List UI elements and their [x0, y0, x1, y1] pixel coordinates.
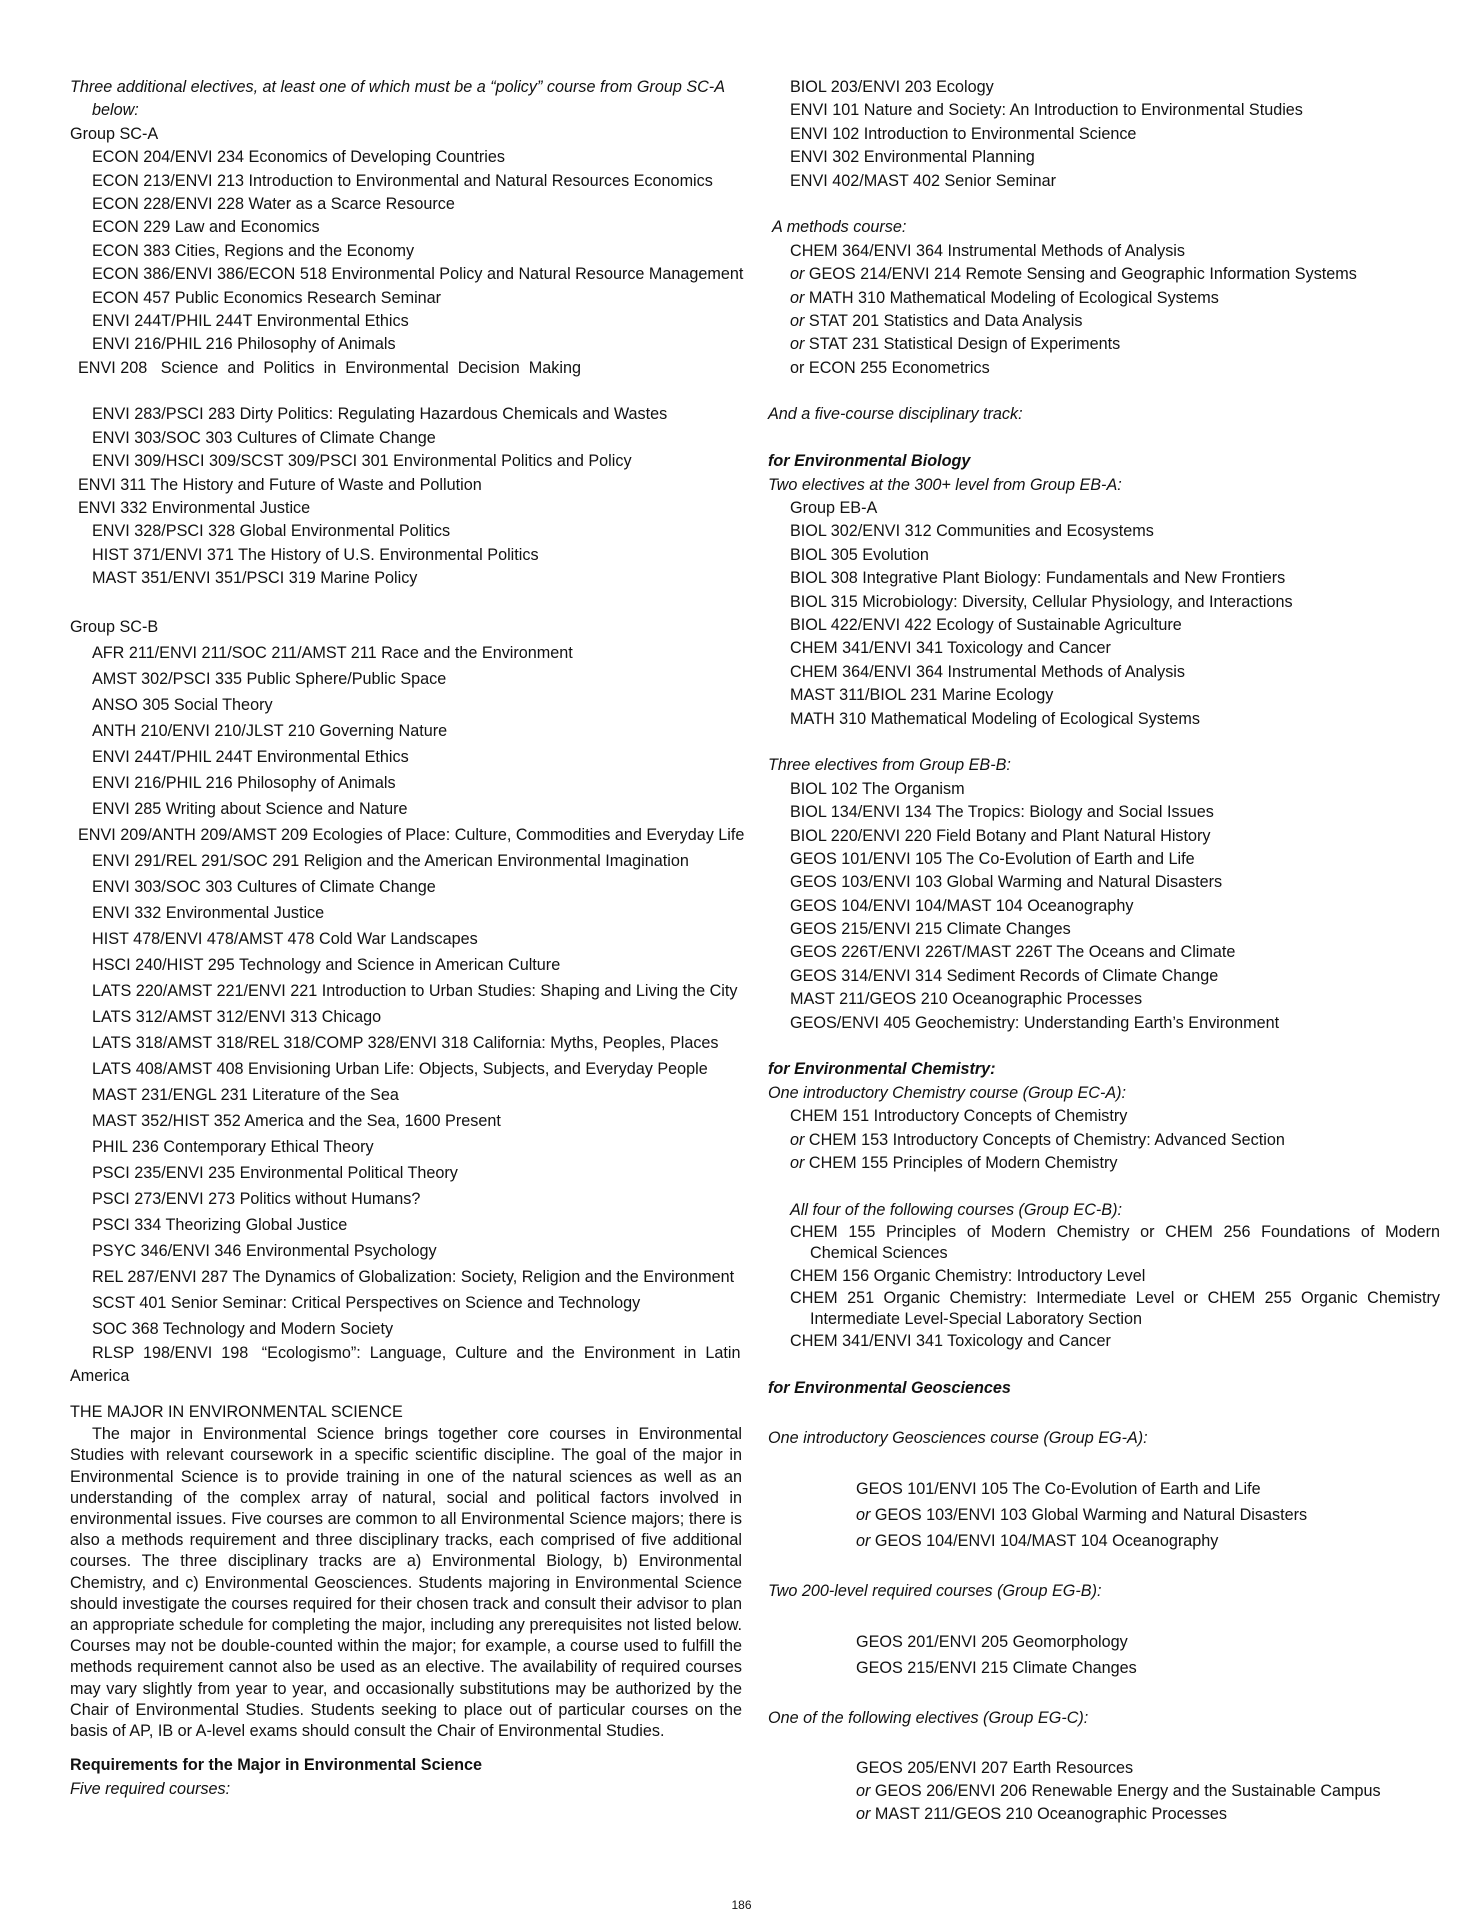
left-column: [70, 76, 745, 1801]
course-line: ENVI 309/HSCI 309/SCST 309/PSCI 301 Environmental Politics and Policy: [92, 452, 632, 471]
course-line: ENVI 283/PSCI 283 Dirty Politics: Regulating Hazardous Chemicals and Wastes: [92, 405, 668, 424]
course-line: ENVI 208 Science and Politics in Environmental Decision Making: [78, 358, 581, 377]
eb-b-intro: Three electives from Group EB-B:: [768, 756, 1011, 775]
course-line: or STAT 231 Statistical Design of Experiments: [790, 335, 1121, 354]
course-line: ECON 383 Cities, Regions and the Economy: [92, 241, 415, 260]
course-line: PHIL 236 Contemporary Ethical Theory: [92, 1137, 374, 1156]
course-line: or GEOS 104/ENVI 104/MAST 104 Oceanography: [856, 1531, 1219, 1550]
course-line: HSCI 240/HIST 295 Technology and Science in American Culture: [92, 955, 561, 974]
course-line: PSCI 235/ENVI 235 Environmental Political Theory: [92, 1163, 458, 1182]
course-line: GEOS/ENVI 405 Geochemistry: Understanding Earth’s Environment: [790, 1013, 1280, 1032]
course-line: RLSP 198/ENVI 198 “Ecologismo”: Language, Culture and the Environment in Latin: [92, 1343, 741, 1362]
geo-track-heading: for Environmental Geosciences: [768, 1379, 1011, 1398]
track-intro: And a five-course disciplinary track:: [768, 405, 1023, 424]
course-line: MAST 352/HIST 352 America and the Sea, 1600 Present: [92, 1111, 501, 1130]
course-line: ANTH 210/ENVI 210/JLST 210 Governing Nature: [92, 721, 448, 740]
course-line: ECON 386/ENVI 386/ECON 518 Environmental Policy and Natural Resource Management: [92, 265, 744, 284]
course-line: ENVI 216/PHIL 216 Philosophy of Animals: [92, 773, 396, 792]
course-line: CHEM 251 Organic Chemistry: Intermediate Level or CHEM 255 Organic Chemistry Intermediate Level-Special Laboratory Section: [790, 1288, 1440, 1329]
course-line: MAST 231/ENGL 231 Literature of the Sea: [92, 1085, 399, 1104]
course-line: BIOL 315 Microbiology: Diversity, Cellular Physiology, and Interactions: [790, 592, 1293, 611]
course-line: ENVI 285 Writing about Science and Nature: [92, 799, 408, 818]
course-line: BIOL 302/ENVI 312 Communities and Ecosystems: [790, 522, 1154, 541]
course-line: ENVI 302 Environmental Planning: [790, 148, 1035, 167]
course-line: SCST 401 Senior Seminar: Critical Perspectives on Science and Technology: [92, 1293, 641, 1312]
group-sc-a-heading: Group SC-A: [70, 124, 159, 143]
course-line: CHEM 156 Organic Chemistry: Introductory Level: [790, 1266, 1146, 1285]
group-sc-b-heading: Group SC-B: [70, 617, 159, 636]
course-line: GEOS 314/ENVI 314 Sediment Records of Climate Change: [790, 966, 1219, 985]
course-line: CHEM 364/ENVI 364 Instrumental Methods of Analysis: [790, 241, 1185, 260]
course-line: BIOL 305 Evolution: [790, 545, 929, 564]
course-line: CHEM 364/ENVI 364 Instrumental Methods of Analysis: [790, 662, 1185, 681]
course-line: ENVI 303/SOC 303 Cultures of Climate Change: [92, 877, 436, 896]
electives-intro-cont: below:: [92, 101, 139, 120]
bio-track-intro: Two electives at the 300+ level from Group EB-A:: [768, 475, 1122, 494]
course-line: ENVI 402/MAST 402 Senior Seminar: [790, 171, 1057, 190]
five-required-label: Five required courses:: [70, 1779, 231, 1798]
course-line: LATS 220/AMST 221/ENVI 221 Introduction to Urban Studies: Shaping and Living the City: [92, 981, 738, 1000]
course-line: GEOS 226T/ENVI 226T/MAST 226T The Oceans and Climate: [790, 943, 1236, 962]
course-line: GEOS 201/ENVI 205 Geomorphology: [856, 1633, 1128, 1652]
course-line: GEOS 101/ENVI 105 The Co-Evolution of Earth and Life: [790, 849, 1195, 868]
course-line: or MATH 310 Mathematical Modeling of Ecological Systems: [790, 288, 1219, 307]
course-line: ENVI 332 Environmental Justice: [78, 499, 311, 518]
course-line: ECON 457 Public Economics Research Seminar: [92, 288, 442, 307]
course-line: GEOS 101/ENVI 105 The Co-Evolution of Earth and Life: [856, 1479, 1261, 1498]
methods-heading: A methods course:: [772, 218, 907, 237]
course-line: CHEM 341/ENVI 341 Toxicology and Cancer: [790, 639, 1111, 658]
right-column: [768, 76, 1440, 1827]
course-line: BIOL 203/ENVI 203 Ecology: [790, 78, 994, 96]
course-line-cont: America: [70, 1367, 130, 1386]
major-heading: THE MAJOR IN ENVIRONMENTAL SCIENCE: [70, 1402, 403, 1421]
course-line: or CHEM 155 Principles of Modern Chemistry: [790, 1153, 1118, 1172]
course-line: GEOS 215/ENVI 215 Climate Changes: [856, 1659, 1137, 1678]
group-eb-a-heading: Group EB-A: [790, 499, 878, 518]
course-line: ANSO 305 Social Theory: [92, 695, 273, 714]
course-line: ENVI 102 Introduction to Environmental Science: [790, 124, 1137, 143]
course-line: REL 287/ENVI 287 The Dynamics of Globalization: Society, Religion and the Environment: [92, 1267, 735, 1286]
course-line: GEOS 205/ENVI 207 Earth Resources: [856, 1758, 1134, 1777]
course-line: or GEOS 214/ENVI 214 Remote Sensing and Geographic Information Systems: [790, 265, 1357, 284]
course-line: PSCI 334 Theorizing Global Justice: [92, 1215, 348, 1234]
chem-track-intro: One introductory Chemistry course (Group EC-A):: [768, 1083, 1127, 1102]
course-line: BIOL 308 Integrative Plant Biology: Fundamentals and New Frontiers: [790, 569, 1286, 588]
course-line: CHEM 151 Introductory Concepts of Chemistry: [790, 1107, 1128, 1126]
course-line: AFR 211/ENVI 211/SOC 211/AMST 211 Race and the Environment: [92, 643, 573, 662]
course-line: MAST 211/GEOS 210 Oceanographic Processes: [790, 990, 1143, 1009]
course-line: PSCI 273/ENVI 273 Politics without Humans?: [92, 1189, 421, 1208]
course-line: ENVI 216/PHIL 216 Philosophy of Animals: [92, 335, 396, 354]
course-line: or CHEM 153 Introductory Concepts of Chemistry: Advanced Section: [790, 1130, 1285, 1149]
course-line: BIOL 422/ENVI 422 Ecology of Sustainable Agriculture: [790, 615, 1182, 634]
course-line: ECON 204/ENVI 234 Economics of Developing Countries: [92, 148, 505, 167]
geo-track-intro: One introductory Geosciences course (Group EG-A):: [768, 1428, 1148, 1447]
course-line: MAST 351/ENVI 351/PSCI 319 Marine Policy: [92, 569, 418, 588]
course-line: BIOL 220/ENVI 220 Field Botany and Plant Natural History: [790, 826, 1211, 845]
course-line: ENVI 311 The History and Future of Waste and Pollution: [78, 475, 482, 494]
course-line: GEOS 103/ENVI 103 Global Warming and Natural Disasters: [790, 873, 1223, 892]
course-line: SOC 368 Technology and Modern Society: [92, 1319, 394, 1338]
requirements-heading: Requirements for the Major in Environmental Science: [70, 1756, 482, 1775]
course-line: CHEM 155 Principles of Modern Chemistry or CHEM 256 Foundations of Modern Chemical Sciences: [790, 1223, 1440, 1263]
course-line: MATH 310 Mathematical Modeling of Ecological Systems: [790, 709, 1200, 728]
course-line: LATS 318/AMST 318/REL 318/COMP 328/ENVI 318 California: Myths, Peoples, Places: [92, 1033, 719, 1052]
course-line: ENVI 244T/PHIL 244T Environmental Ethics: [92, 747, 409, 766]
course-line: ENVI 209/ANTH 209/AMST 209 Ecologies of Place: Culture, Commodities and Everyday Life: [78, 825, 745, 844]
course-line: ENVI 332 Environmental Justice: [92, 903, 325, 922]
course-line: AMST 302/PSCI 335 Public Sphere/Public Space: [92, 669, 447, 688]
course-line: ECON 229 Law and Economics: [92, 218, 320, 237]
chem-track-heading: for Environmental Chemistry:: [768, 1060, 996, 1079]
course-line: ENVI 291/REL 291/SOC 291 Religion and the American Environmental Imagination: [92, 851, 689, 870]
eg-c-intro: One of the following electives (Group EG-C):: [768, 1709, 1089, 1728]
bio-track-heading: for Environmental Biology: [768, 452, 971, 471]
course-line: ENVI 244T/PHIL 244T Environmental Ethics: [92, 311, 409, 330]
course-line: or STAT 201 Statistics and Data Analysis: [790, 311, 1083, 330]
course-line: BIOL 102 The Organism: [790, 779, 965, 798]
course-line: GEOS 104/ENVI 104/MAST 104 Oceanography: [790, 896, 1134, 915]
course-line: LATS 312/AMST 312/ENVI 313 Chicago: [92, 1007, 382, 1026]
ec-b-intro: All four of the following courses (Group EC-B):: [790, 1200, 1122, 1219]
course-line: or GEOS 206/ENVI 206 Renewable Energy and the Sustainable Campus: [856, 1782, 1381, 1801]
course-line: LATS 408/AMST 408 Envisioning Urban Life: Objects, Subjects, and Everyday People: [92, 1059, 708, 1078]
course-line: CHEM 341/ENVI 341 Toxicology and Cancer: [790, 1332, 1111, 1351]
course-line: MAST 311/BIOL 231 Marine Ecology: [790, 686, 1054, 705]
course-line: or MAST 211/GEOS 210 Oceanographic Processes: [856, 1805, 1228, 1824]
course-line: PSYC 346/ENVI 346 Environmental Psychology: [92, 1241, 437, 1260]
course-line: ENVI 328/PSCI 328 Global Environmental Politics: [92, 522, 451, 541]
course-line: HIST 371/ENVI 371 The History of U.S. Environmental Politics: [92, 545, 539, 564]
course-line: or ECON 255 Econometrics: [790, 358, 990, 377]
course-line: ENVI 101 Nature and Society: An Introduction to Environmental Studies: [790, 101, 1303, 120]
eg-b-intro: Two 200-level required courses (Group EG-B):: [768, 1581, 1102, 1600]
course-line: HIST 478/ENVI 478/AMST 478 Cold War Landscapes: [92, 929, 478, 948]
course-line: ENVI 303/SOC 303 Cultures of Climate Change: [92, 428, 436, 447]
course-line: ECON 213/ENVI 213 Introduction to Environmental and Natural Resources Economics: [92, 171, 713, 190]
course-line: BIOL 134/ENVI 134 The Tropics: Biology and Social Issues: [790, 803, 1214, 822]
course-line: GEOS 215/ENVI 215 Climate Changes: [790, 920, 1071, 939]
electives-intro: Three additional electives, at least one of which must be a “policy” course from Group SC-A: [70, 78, 725, 96]
course-line: or GEOS 103/ENVI 103 Global Warming and Natural Disasters: [856, 1505, 1308, 1524]
page-number: 186: [731, 1898, 752, 1912]
major-description: The major in Environmental Science brings together core courses in Environmental Studies with relevant coursework in a specific scientific discipline. The goal of the major in Environmental Science is to provide training in one of the natural sciences as well as an understanding of the complex array of natural, social and political factors involved in environmental issues. Five courses are common to all Environmental Science majors; there is also a methods requirement and three disciplinary tracks, each comprised of five additional courses. The three disciplinary tracks are a) Environmental Biology, b) Environmental Chemistry, and c) Environmental Geosciences. Students majoring in Environmental Science should investigate the courses required for their chosen track and consult their advisor to plan an appropriate schedule for completing the major, including any prerequisites not listed below. Courses may not be double-counted within the major; for example, a course used to fulfill the methods requirement cannot also be used as an elective. The availability of required courses may vary slightly from year to year, and occasionally substitutions may be authorized by the Chair of Environmental Studies. Students seeking to place out of particular courses on the basis of AP, IB or A-level exams should consult the Chair of Environmental Studies.: [70, 1425, 742, 1740]
course-line: ECON 228/ENVI 228 Water as a Scarce Resource: [92, 194, 455, 213]
